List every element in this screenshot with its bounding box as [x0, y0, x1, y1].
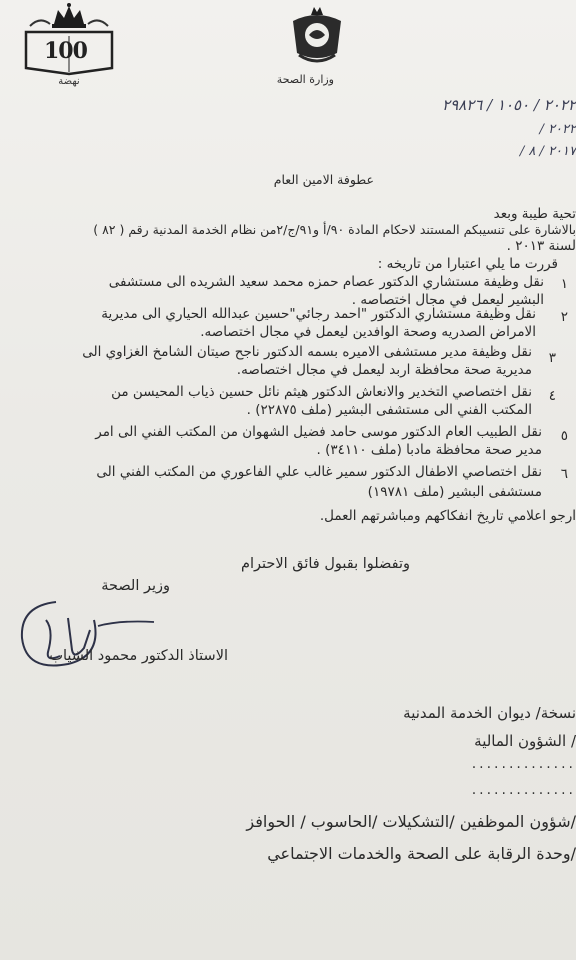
item-number: ٦ — [560, 466, 568, 482]
minister-name: الاستاذ الدكتور محمود الشياب — [49, 648, 228, 664]
item-number: ٥ — [560, 428, 568, 444]
kingdom-emblem-icon — [287, 5, 347, 67]
distribution-line: /شؤون الموظفين /التشكيلات /الحاسوب / الحوافز — [246, 812, 576, 831]
reference-date-secondary: ٢٠١٧ / ٨ / — [519, 144, 576, 159]
decision-line: قررت ما يلي اعتبارا من تاريخه : — [377, 256, 558, 272]
ministry-name: وزارة الصحة — [276, 73, 334, 86]
item-line: نقل وظيفة مدير مستشفى الاميره بسمه الدكتور ناجح صيتان الشامخ الغزاوي الى — [82, 344, 532, 360]
item-line: نقل وظيفة مستشاري الدكتور عصام حمزه محمد سعيد الشريده الى مستشفى — [108, 274, 544, 290]
distribution-line: نسخة/ ديوان الخدمة المدنية — [403, 704, 576, 722]
logo-caption: نهضة — [58, 76, 80, 87]
item-line: نقل اختصاصي الاطفال الدكتور سمير غالب علي الفاعوري من المكتب الفني الى — [96, 464, 542, 480]
distribution-line: / الشؤون المالية — [474, 732, 576, 750]
reference-number: ٢٠٢٢ / ١٠٥٠ / ٢٩٨٢٦ — [442, 96, 576, 114]
item-number: ٢ — [560, 309, 568, 325]
request-line: ارجو اعلامي تاريخ انفكاكهم ومباشرتهم العمل. — [319, 508, 576, 524]
item-line: نقل وظيفة مستشاري الدكتور "احمد رجائي"حسين عبدالله الحياري الى مديرية — [101, 306, 536, 322]
addressee: عطوفة الامين العام — [273, 172, 374, 187]
minister-title: وزير الصحة — [101, 578, 170, 594]
item-line: البشير ليعمل في مجال اختصاصه . — [351, 292, 544, 308]
item-number: ٤ — [548, 388, 556, 404]
intro-line-2: لسنة ٢٠١٣ . — [506, 238, 576, 254]
intro-line-1: بالاشارة على تنسيبكم المستند لاحكام المادة ٩٠/أ و٩١/ج/٢من نظام الخدمة المدنية رقم ( ٨٢ ) — [93, 222, 576, 237]
item-line: نقل اختصاصي التخدير والانعاش الدكتور هيثم نائل حسين ذياب المحيسن من — [111, 384, 532, 400]
distribution-line: /وحدة الرقابة على الصحة والخدمات الاجتماعي — [267, 844, 576, 863]
item-line: نقل الطبيب العام الدكتور موسى حامد فضيل الشهوان من المكتب الفني الى امر — [95, 424, 542, 440]
item-line: المكتب الفني الى مستشفى البشير (ملف ٢٢٨٧٥) . — [246, 402, 532, 418]
greeting: تحية طيبة وبعد — [493, 206, 576, 222]
item-line: الامراض الصدريه وصحة الوافدين ليعمل في مجال اختصاصه. — [200, 324, 536, 340]
item-line: مدير صحة محافظة مادبا (ملف ٣٤١١٠) . — [316, 442, 542, 458]
signature-icon — [10, 590, 160, 680]
dotted-line: .............. — [471, 782, 576, 798]
item-number: ١ — [560, 276, 568, 292]
closing-line: وتفضلوا بقبول فائق الاحترام — [241, 556, 410, 572]
centennial-logo — [20, 2, 118, 92]
item-line: مستشفى البشير (ملف ١٩٧٨١) — [367, 484, 542, 500]
reference-date: ٢٠٢٢ / — [539, 122, 576, 137]
item-number: ٣ — [548, 350, 556, 366]
dotted-line: .............. — [471, 756, 576, 772]
item-line: مديرية صحة محافظة اربد ليعمل في مجال اختصاصه. — [236, 362, 532, 378]
logo-number: 100 — [44, 38, 87, 64]
